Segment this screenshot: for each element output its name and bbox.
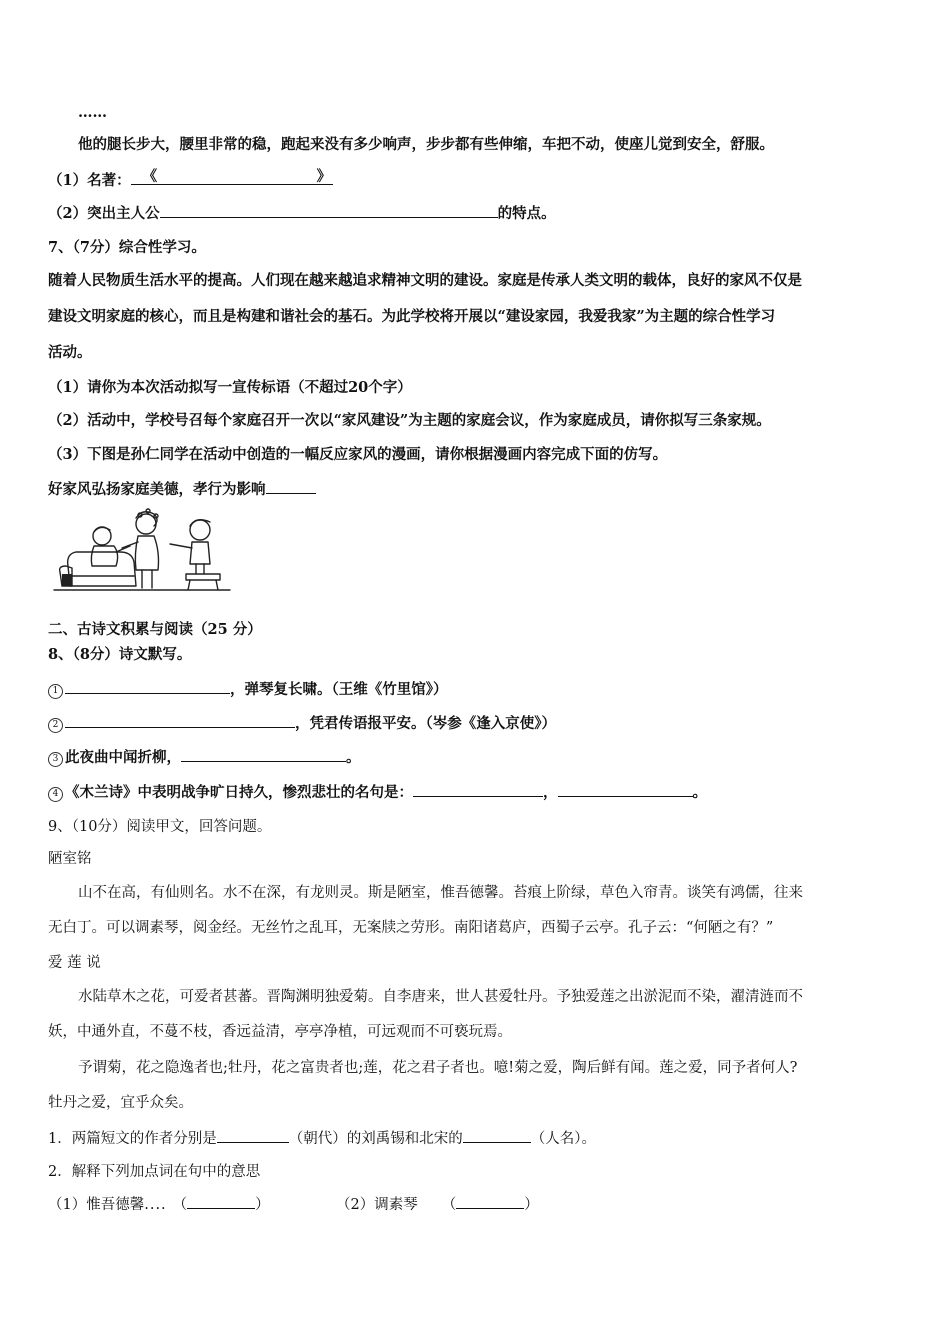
text2-line-1: 水陆草木之花，可爱者甚蕃。晋陶渊明独爱菊。自李唐来，世人甚爱牡丹。予独爱莲之出淤泥而不染，濯清涟而不: [78, 989, 803, 1005]
q7-para-2: 建设文明家庭的核心，而且是构建和谐社会的基石。为此学校将开展以“建设家园，我爱我家”为主题的综合性学习: [48, 308, 776, 325]
q8-line-4: [48, 782, 707, 803]
paren-open-1: （: [172, 1197, 188, 1213]
paren-open-2: （: [441, 1197, 457, 1213]
q7-imitation-text: 好家风弘扬家庭美德，孝行为影响: [48, 481, 266, 498]
paren-close-2: ）: [524, 1197, 539, 1213]
q-protagonist-line: [48, 203, 556, 224]
q8-blank-3[interactable]: [181, 747, 346, 762]
q8-line-4-prefix: 《木兰诗》中表明战争旷日持久，惨烈悲壮的名句是：: [65, 784, 413, 801]
dynasty-blank[interactable]: [217, 1128, 289, 1143]
q8-line-3-prefix: 此夜曲中闻折柳，: [65, 749, 181, 766]
q-novel-title-prefix: （1）名著：: [48, 172, 131, 189]
q9-sub-2-item-1-text: （1）惟吾德馨: [48, 1197, 145, 1213]
q9-sub-1-a: 1．两篇短文的作者分别是: [48, 1131, 217, 1147]
q8-line-3-suffix: 。: [346, 749, 361, 766]
q8-line-1-text: ，弹琴复长啸。（王维《竹里馆》）: [230, 681, 448, 698]
text2-line-4: 牡丹之爱，宜乎众矣。: [48, 1095, 193, 1111]
q7-item-1: （1）请你为本次活动拟写一宣传标语（不超过20个字）: [48, 379, 412, 396]
number-2-icon: 2: [48, 718, 63, 733]
q8-line-4-mid: ，: [543, 784, 558, 801]
q8-blank-4b[interactable]: [558, 782, 693, 797]
text1-line-2: 无白丁。可以调素琴，阅金经。无丝竹之乱耳，无案牍之劳形。南阳诸葛庐，西蜀子云亭。孔子云：“何陋之有？”: [48, 920, 774, 936]
q-protagonist-suffix: 的特点。: [497, 205, 556, 222]
meaning-blank-2[interactable]: [456, 1194, 524, 1209]
q9-sub-1-b: （朝代）的刘禹锡和北宋的: [288, 1131, 463, 1147]
q9-sub-2-item-1: [48, 1194, 270, 1215]
q8-title: 8、（8分）诗文默写。: [48, 646, 192, 663]
family-cartoon-image: [50, 508, 235, 593]
q8-blank-2[interactable]: [65, 713, 295, 728]
novel-title-blank[interactable]: [131, 170, 333, 185]
q-novel-title-line: [48, 170, 333, 191]
text2-line-2: 妖，中通外直，不蔓不枝，香远益清，亭亭净植，可远观而不可亵玩焉。: [48, 1024, 512, 1040]
q7-item-3: （3）下图是孙仁同学在活动中创造的一幅反应家风的漫画，请你根据漫画内容完成下面的仿写。: [48, 446, 668, 463]
emphasis-dots: ....: [144, 1197, 167, 1213]
q7-item-2: （2）活动中，学校号召每个家庭召开一次以“家风建设”为主题的家庭会议，作为家庭成员，请你拟写三条家规。: [48, 412, 771, 429]
section-2-heading: 二、古诗文积累与阅读（25 分）: [48, 621, 262, 638]
text2-title: 爱 莲 说: [48, 955, 101, 971]
author-blank[interactable]: [463, 1128, 531, 1143]
protagonist-blank[interactable]: [160, 203, 498, 218]
book-close-mark: 》: [316, 168, 332, 185]
q9-title: 9、（10分）阅读甲文，回答问题。: [48, 819, 272, 835]
text1-title: 陋室铭: [48, 851, 92, 867]
q8-blank-1[interactable]: [65, 679, 230, 694]
paren-close-1: ）: [255, 1197, 270, 1213]
text2-line-3: 予谓菊，花之隐逸者也;牡丹，花之富贵者也;莲，花之君子者也。噫!菊之爱，陶后鲜有闻。莲之爱，同予者何人?: [78, 1060, 798, 1076]
number-1-icon: 1: [48, 684, 63, 699]
q9-sub-1: [48, 1128, 596, 1149]
q8-line-4-suffix: 。: [692, 784, 707, 801]
q8-blank-4a[interactable]: [413, 782, 543, 797]
number-3-icon: 3: [48, 752, 63, 767]
text1-line-1: 山不在高，有仙则名。水不在深，有龙则灵。斯是陋室，惟吾德馨。苔痕上阶绿，草色入帘青。谈笑有鸿儒，往来: [78, 885, 803, 901]
number-4-icon: 4: [48, 787, 63, 802]
q7-title: 7、（7分）综合性学习。: [48, 239, 206, 256]
q-protagonist-prefix: （2）突出主人公: [48, 205, 160, 222]
q9-sub-2-item-2: [336, 1194, 539, 1215]
q8-line-3: [48, 747, 361, 768]
q8-line-2: [48, 713, 556, 734]
q7-para-1: 随着人民物质生活水平的提高。人们现在越来越追求精神文明的建设。家庭是传承人类文明的载体，良好的家风不仅是: [48, 272, 802, 289]
q9-sub-1-c: （人名）。: [530, 1131, 596, 1147]
book-open-mark: 《: [142, 168, 158, 185]
meaning-blank-1[interactable]: [187, 1194, 255, 1209]
q8-line-1: [48, 679, 448, 700]
novel-quote: 他的腿长步大，腰里非常的稳，跑起来没有多少响声，步步都有些伸缩，车把不动，使座儿觉到安全，舒服。: [78, 136, 774, 153]
imitation-blank[interactable]: [266, 479, 316, 494]
ellipsis: ……: [78, 104, 107, 121]
q9-sub-2-item-2-text: （2）调素琴: [336, 1197, 418, 1213]
q9-sub-2: 2．解释下列加点词在句中的意思: [48, 1164, 261, 1180]
q8-line-2-text: ，凭君传语报平安。（岑参《逢入京使》）: [295, 715, 556, 732]
q7-para-3: 活动。: [48, 344, 92, 361]
q7-imitation-line: [48, 479, 316, 500]
